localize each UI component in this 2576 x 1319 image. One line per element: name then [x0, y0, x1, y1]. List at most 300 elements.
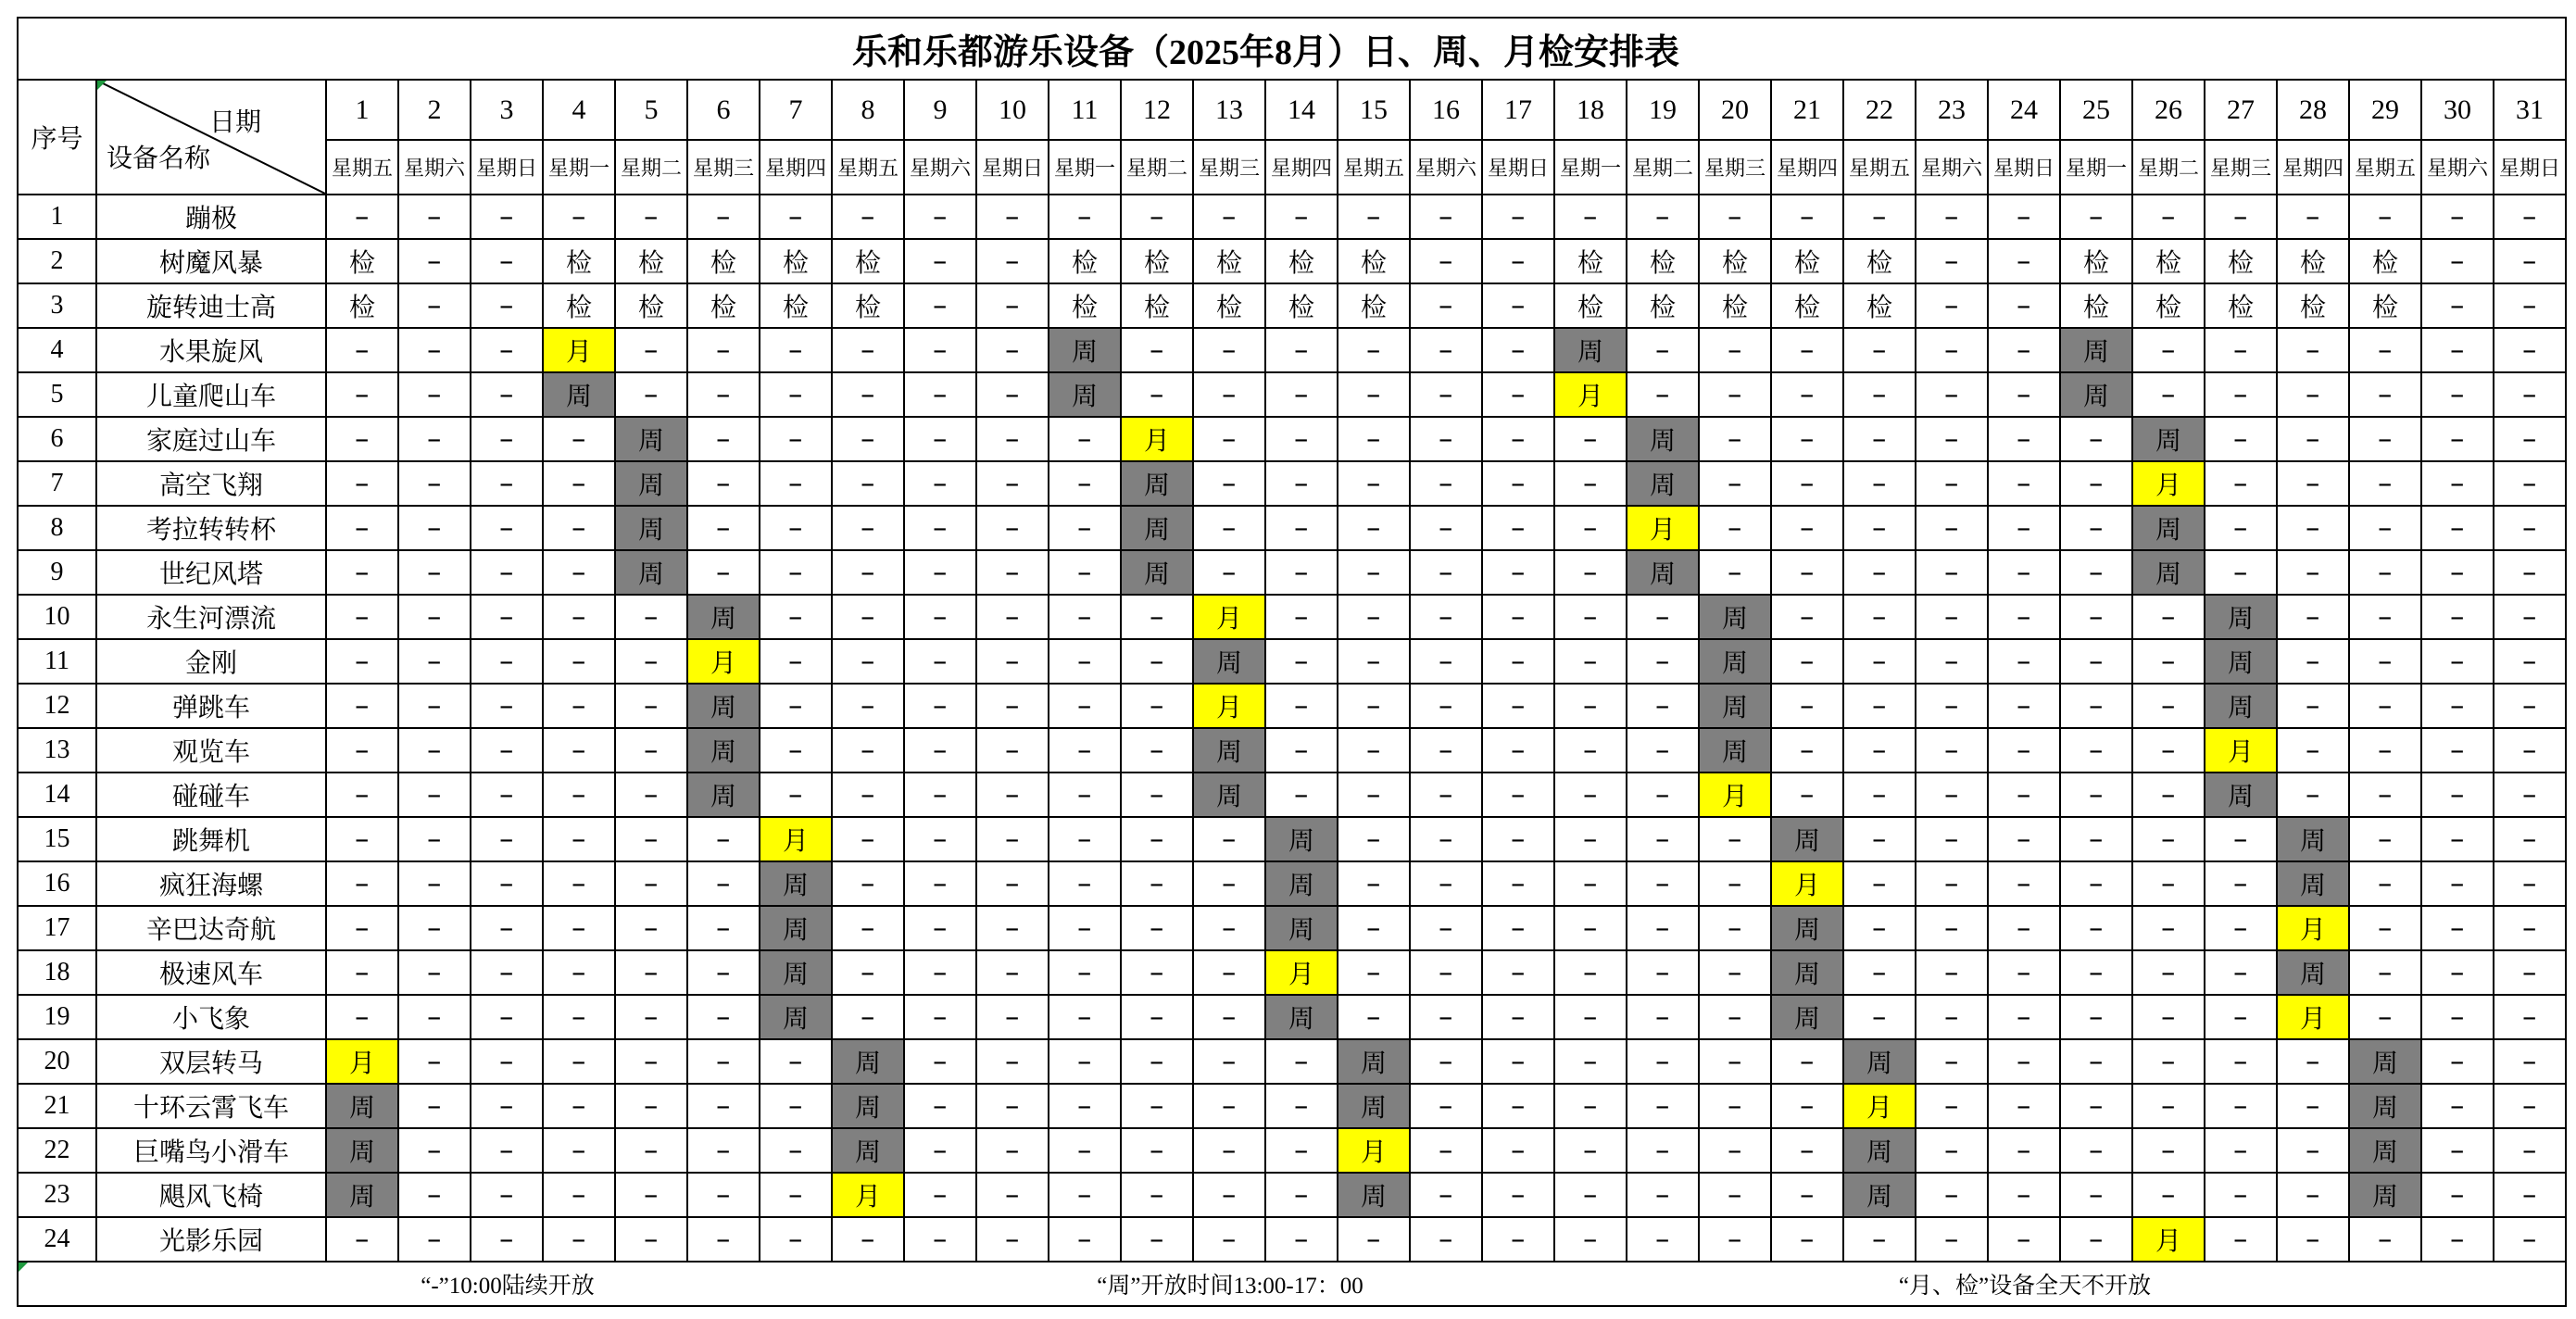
schedule-cell-value: - [1728, 1047, 1742, 1075]
schedule-cell-value: - [572, 780, 586, 809]
schedule-cell-value: - [861, 469, 875, 497]
schedule-cell-value: - [1150, 691, 1164, 720]
schedule-cell-value: - [572, 469, 586, 497]
schedule-cell-value: 周 [1288, 916, 1314, 945]
schedule-cell [1266, 418, 1338, 462]
schedule-cell-value: - [1511, 380, 1526, 408]
schedule-cell-value: - [2089, 869, 2104, 898]
schedule-cell [1844, 862, 1916, 907]
schedule-cell-value: - [2522, 913, 2537, 942]
schedule-cell [544, 329, 616, 373]
schedule-cell-value: 周 [782, 1005, 809, 1034]
schedule-cell [327, 907, 399, 951]
schedule-cell [833, 818, 905, 862]
schedule-cell [1483, 951, 1555, 996]
schedule-cell-value: - [1944, 1136, 1959, 1164]
schedule-cell [905, 996, 977, 1040]
schedule-cell [399, 507, 471, 551]
schedule-cell [1555, 373, 1627, 418]
schedule-cell-value: - [644, 958, 659, 986]
schedule-cell [327, 773, 399, 818]
schedule-cell [2494, 195, 2567, 240]
schedule-cell-value: - [1655, 824, 1670, 853]
schedule-cell-value: - [2089, 1180, 2104, 1209]
schedule-cell-value: - [788, 735, 803, 764]
schedule-cell-value: - [1800, 335, 1815, 364]
day-number: 27 [2205, 81, 2276, 141]
schedule-cell-value: - [1005, 1225, 1020, 1253]
schedule-cell-value: - [644, 1091, 659, 1120]
schedule-cell [399, 1040, 471, 1085]
schedule-cell [1338, 596, 1411, 640]
schedule-cell-value: - [2017, 735, 2031, 764]
schedule-cell [1627, 507, 1700, 551]
schedule-cell-value: - [2450, 335, 2465, 364]
schedule-cell [1844, 1085, 1916, 1129]
schedule-cell [1772, 996, 1844, 1040]
schedule-cell-value: - [1728, 1136, 1742, 1164]
row-index: 13 [19, 729, 97, 773]
schedule-cell [2494, 1040, 2567, 1085]
schedule-cell-value: - [1800, 469, 1815, 497]
schedule-cell [2422, 773, 2494, 818]
schedule-cell [1411, 1174, 1483, 1218]
schedule-cell [1916, 729, 1989, 773]
schedule-cell [1122, 373, 1194, 418]
schedule-cell [327, 195, 399, 240]
schedule-cell-value: - [2450, 291, 2465, 320]
schedule-cell-value: 月 [1577, 383, 1603, 411]
schedule-cell-value: 周 [1721, 605, 1748, 634]
schedule-cell [760, 729, 833, 773]
schedule-cell [2350, 773, 2422, 818]
schedule-cell [1194, 507, 1266, 551]
day-number: 30 [2422, 81, 2493, 141]
schedule-cell-value: 周 [1721, 738, 1748, 767]
schedule-cell-value: 周 [1649, 560, 1676, 589]
schedule-cell-value: - [427, 735, 442, 764]
schedule-cell [833, 1129, 905, 1174]
schedule-cell-value: - [1222, 202, 1237, 231]
schedule-cell [977, 996, 1049, 1040]
schedule-cell-value: 周 [2155, 427, 2181, 456]
schedule-cell [2422, 195, 2494, 240]
schedule-cell-value: - [1294, 513, 1309, 542]
schedule-cell-value: 检 [1649, 249, 1676, 278]
schedule-cell [1122, 640, 1194, 685]
day-column-header [688, 81, 760, 195]
schedule-cell [2061, 1085, 2133, 1129]
schedule-cell-value: 周 [1866, 1183, 1892, 1212]
day-column-header [616, 81, 688, 195]
schedule-cell-value: - [2161, 780, 2176, 809]
schedule-cell-value: - [1511, 647, 1526, 675]
schedule-cell [2422, 373, 2494, 418]
schedule-cell-value: - [1872, 602, 1887, 631]
schedule-cell-value: - [861, 513, 875, 542]
schedule-cell [905, 1174, 977, 1218]
schedule-cell [2061, 1129, 2133, 1174]
schedule-cell [2061, 773, 2133, 818]
schedule-cell-value: - [572, 958, 586, 986]
schedule-cell [399, 640, 471, 685]
schedule-cell [760, 773, 833, 818]
schedule-cell [471, 996, 544, 1040]
schedule-cell-value: - [2450, 958, 2465, 986]
schedule-cell [1555, 729, 1627, 773]
schedule-cell-value: - [1511, 246, 1526, 275]
schedule-cell-value: - [355, 913, 370, 942]
schedule-cell [471, 329, 544, 373]
schedule-cell-value: - [2378, 513, 2393, 542]
schedule-cell [1989, 240, 2061, 284]
schedule-cell-value: - [788, 647, 803, 675]
schedule-cell-value: 周 [2227, 649, 2254, 678]
schedule-cell-value: - [1439, 913, 1453, 942]
schedule-cell [1989, 907, 2061, 951]
schedule-cell-value: - [2378, 1225, 2393, 1253]
weekday-label: 星期一 [2065, 157, 2127, 180]
schedule-cell-value: - [1366, 824, 1381, 853]
schedule-cell [905, 685, 977, 729]
schedule-cell-value: - [861, 1225, 875, 1253]
schedule-cell [1555, 462, 1627, 507]
schedule-cell-value: - [1944, 824, 1959, 853]
schedule-cell [833, 195, 905, 240]
schedule-cell-value: - [1944, 1180, 1959, 1209]
schedule-cell [1627, 329, 1700, 373]
schedule-cell-value: - [861, 602, 875, 631]
schedule-cell-value: - [788, 380, 803, 408]
schedule-cell [399, 862, 471, 907]
schedule-cell-value: - [2233, 1180, 2248, 1209]
schedule-cell-value: - [644, 824, 659, 853]
schedule-cell-value: - [933, 380, 948, 408]
schedule-cell-value: 月 [565, 338, 592, 367]
schedule-cell-value: - [1439, 202, 1453, 231]
schedule-cell [905, 596, 977, 640]
day-number: 14 [1266, 81, 1337, 141]
schedule-cell-value: - [1150, 1136, 1164, 1164]
schedule-cell-value: - [1800, 735, 1815, 764]
day-column-header [2278, 81, 2350, 195]
schedule-cell-value: - [1439, 335, 1453, 364]
schedule-cell [1122, 1129, 1194, 1174]
schedule-cell-value: - [2450, 246, 2465, 275]
schedule-cell-value: - [2017, 1136, 2031, 1164]
schedule-cell-value: - [1944, 602, 1959, 631]
schedule-cell [1194, 729, 1266, 773]
schedule-cell-value: - [499, 291, 514, 320]
schedule-cell [1627, 373, 1700, 418]
schedule-cell-value: - [1872, 424, 1887, 453]
schedule-cell-value: - [1439, 958, 1453, 986]
schedule-cell-value: 检 [1071, 294, 1098, 322]
schedule-cell-value: - [427, 246, 442, 275]
schedule-cell-value: - [2522, 780, 2537, 809]
schedule-cell [1122, 284, 1194, 329]
schedule-cell-value: - [1222, 558, 1237, 586]
index-column-header: 序号 [19, 81, 97, 195]
schedule-cell-value: - [1655, 1091, 1670, 1120]
schedule-cell-value: - [1944, 691, 1959, 720]
schedule-cell [2494, 507, 2567, 551]
schedule-cell [905, 240, 977, 284]
weekday-label: 星期日 [981, 157, 1043, 180]
schedule-cell [1411, 773, 1483, 818]
weekday-label: 星期五 [1342, 157, 1404, 180]
schedule-cell [1555, 284, 1627, 329]
schedule-cell-value: - [933, 958, 948, 986]
schedule-cell-value: 周 [565, 383, 592, 411]
schedule-cell [1989, 507, 2061, 551]
schedule-cell-value: - [2450, 780, 2465, 809]
day-number: 8 [833, 81, 903, 141]
schedule-cell [2278, 240, 2350, 284]
schedule-cell [688, 551, 760, 596]
schedule-cell [1266, 1085, 1338, 1129]
schedule-cell-value: - [1077, 1180, 1092, 1209]
schedule-cell [471, 818, 544, 862]
day-number: 24 [1989, 81, 2059, 141]
schedule-cell [1989, 996, 2061, 1040]
schedule-cell-value: - [1077, 1047, 1092, 1075]
schedule-cell [1483, 507, 1555, 551]
day-number: 20 [1700, 81, 1770, 141]
schedule-cell [833, 1218, 905, 1262]
schedule-cell [1989, 640, 2061, 685]
schedule-cell [688, 373, 760, 418]
schedule-cell-value: - [2378, 335, 2393, 364]
schedule-cell-value: - [1800, 691, 1815, 720]
schedule-cell-value: - [861, 380, 875, 408]
schedule-cell [2205, 729, 2278, 773]
schedule-cell-value: 周 [2299, 872, 2326, 900]
schedule-cell [616, 1218, 688, 1262]
schedule-cell [2494, 418, 2567, 462]
weekday-label: 星期日 [1992, 157, 2055, 180]
schedule-cell [1194, 1129, 1266, 1174]
schedule-cell-value: 周 [1143, 471, 1170, 500]
schedule-cell-value: - [1439, 1136, 1453, 1164]
schedule-cell-value: - [1294, 602, 1309, 631]
schedule-cell-value: - [2233, 513, 2248, 542]
schedule-cell-value: - [2089, 1225, 2104, 1253]
schedule-cell-value: - [933, 513, 948, 542]
schedule-cell [1627, 729, 1700, 773]
schedule-cell [616, 862, 688, 907]
schedule-cell-value: - [1511, 958, 1526, 986]
schedule-cell [688, 284, 760, 329]
schedule-cell [616, 284, 688, 329]
schedule-cell-value: - [1439, 602, 1453, 631]
schedule-cell [1772, 818, 1844, 862]
schedule-cell-value: - [1366, 735, 1381, 764]
schedule-cell [1122, 1174, 1194, 1218]
row-index: 5 [19, 373, 97, 418]
schedule-cell-value: - [2378, 424, 2393, 453]
schedule-cell [2350, 907, 2422, 951]
schedule-cell [1555, 329, 1627, 373]
schedule-cell-value: - [933, 735, 948, 764]
schedule-cell-value: - [1150, 1047, 1164, 1075]
schedule-cell [1266, 1129, 1338, 1174]
schedule-cell [1122, 195, 1194, 240]
schedule-cell-value: - [1872, 647, 1887, 675]
schedule-cell [1266, 907, 1338, 951]
schedule-cell-value: - [2089, 1091, 2104, 1120]
schedule-cell [2278, 1174, 2350, 1218]
schedule-cell [1338, 996, 1411, 1040]
schedule-cell [2350, 195, 2422, 240]
schedule-cell [544, 1129, 616, 1174]
schedule-cell-value: - [2450, 202, 2465, 231]
equipment-name: 跳舞机 [97, 818, 327, 862]
schedule-cell [2061, 507, 2133, 551]
schedule-cell [1989, 818, 2061, 862]
schedule-cell [1411, 462, 1483, 507]
schedule-cell-value: - [1872, 513, 1887, 542]
schedule-cell-value: - [1294, 691, 1309, 720]
schedule-cell [905, 729, 977, 773]
schedule-cell-value: - [427, 602, 442, 631]
schedule-cell [1844, 551, 1916, 596]
schedule-cell-value: - [1511, 1136, 1526, 1164]
schedule-cell-value: 周 [1288, 827, 1314, 856]
schedule-cell-value: - [1150, 780, 1164, 809]
schedule-cell [1916, 462, 1989, 507]
schedule-cell-value: - [1294, 735, 1309, 764]
schedule-cell-value: - [572, 1002, 586, 1031]
schedule-cell [616, 1129, 688, 1174]
schedule-cell [399, 1218, 471, 1262]
schedule-cell-value: - [1077, 558, 1092, 586]
schedule-cell-value: - [933, 291, 948, 320]
schedule-cell-value: - [1366, 913, 1381, 942]
schedule-cell [1916, 996, 1989, 1040]
schedule-cell [471, 284, 544, 329]
schedule-cell [616, 418, 688, 462]
schedule-cell-value: - [1005, 1136, 1020, 1164]
schedule-cell-value: - [1728, 380, 1742, 408]
equipment-name: 树魔风暴 [97, 240, 327, 284]
schedule-cell-value: - [2450, 913, 2465, 942]
schedule-cell-value: - [2089, 913, 2104, 942]
weekday-label: 星期日 [1487, 157, 1549, 180]
schedule-cell-value: - [1655, 1136, 1670, 1164]
schedule-cell-value: 周 [1360, 1094, 1387, 1123]
schedule-cell [2133, 685, 2205, 729]
schedule-cell [1122, 240, 1194, 284]
schedule-cell [1266, 284, 1338, 329]
schedule-cell-value: - [427, 1136, 442, 1164]
schedule-cell-value: - [1005, 824, 1020, 853]
schedule-cell-value: - [1511, 1002, 1526, 1031]
schedule-cell [2133, 1085, 2205, 1129]
schedule-cell-value: - [1366, 1002, 1381, 1031]
schedule-cell-value: - [788, 1047, 803, 1075]
equipment-name: 永生河漂流 [97, 596, 327, 640]
schedule-cell-value: - [861, 780, 875, 809]
schedule-cell [977, 240, 1049, 284]
day-number: 13 [1194, 81, 1264, 141]
schedule-cell [1555, 951, 1627, 996]
schedule-cell-value: - [2522, 513, 2537, 542]
schedule-cell [688, 462, 760, 507]
schedule-cell [327, 1174, 399, 1218]
schedule-cell-value: 周 [1866, 1138, 1892, 1167]
schedule-cell-value: - [427, 780, 442, 809]
schedule-cell [1627, 907, 1700, 951]
schedule-cell-value: 月 [2299, 1005, 2326, 1034]
schedule-cell [1700, 862, 1772, 907]
schedule-cell [1627, 996, 1700, 1040]
schedule-cell-value: - [1655, 380, 1670, 408]
schedule-cell-value: - [1005, 469, 1020, 497]
schedule-cell [1844, 1174, 1916, 1218]
schedule-cell-value: - [355, 958, 370, 986]
schedule-cell [2350, 729, 2422, 773]
schedule-cell-value: - [933, 202, 948, 231]
schedule-cell-value: - [2233, 1225, 2248, 1253]
schedule-cell-value: - [1294, 469, 1309, 497]
schedule-cell-value: - [716, 958, 731, 986]
schedule-cell-value: - [1439, 780, 1453, 809]
schedule-cell [1411, 907, 1483, 951]
day-column-header [544, 81, 616, 195]
schedule-cell-value: 周 [1649, 427, 1676, 456]
schedule-cell [1989, 1085, 2061, 1129]
schedule-cell [1338, 773, 1411, 818]
row-index: 12 [19, 685, 97, 729]
schedule-cell-value: - [1511, 291, 1526, 320]
schedule-cell-value: - [427, 1180, 442, 1209]
row-index: 21 [19, 1085, 97, 1129]
schedule-cell-value: - [1511, 558, 1526, 586]
schedule-cell-value: - [1728, 424, 1742, 453]
schedule-cell [1411, 862, 1483, 907]
schedule-cell [1338, 195, 1411, 240]
schedule-cell [1555, 240, 1627, 284]
schedule-cell [544, 685, 616, 729]
schedule-cell [688, 1040, 760, 1085]
schedule-cell-value: - [2450, 1047, 2465, 1075]
schedule-cell-value: - [1872, 202, 1887, 231]
schedule-cell [1338, 240, 1411, 284]
schedule-cell [1194, 240, 1266, 284]
row-index: 18 [19, 951, 97, 996]
schedule-cell [1989, 685, 2061, 729]
schedule-cell-value: - [1800, 1225, 1815, 1253]
schedule-cell [2422, 507, 2494, 551]
schedule-cell [760, 1085, 833, 1129]
schedule-cell [616, 329, 688, 373]
equipment-name: 蹦极 [97, 195, 327, 240]
schedule-cell-value: - [2522, 291, 2537, 320]
schedule-cell-value: - [1655, 202, 1670, 231]
schedule-cell [544, 1085, 616, 1129]
schedule-cell-value: - [1077, 869, 1092, 898]
schedule-cell [1989, 1218, 2061, 1262]
schedule-cell [1916, 640, 1989, 685]
schedule-cell [399, 907, 471, 951]
schedule-cell-value: - [2161, 1047, 2176, 1075]
schedule-cell [1194, 951, 1266, 996]
schedule-cell [1772, 1085, 1844, 1129]
schedule-cell [833, 373, 905, 418]
schedule-cell [2494, 996, 2567, 1040]
schedule-cell-value: - [1439, 1091, 1453, 1120]
